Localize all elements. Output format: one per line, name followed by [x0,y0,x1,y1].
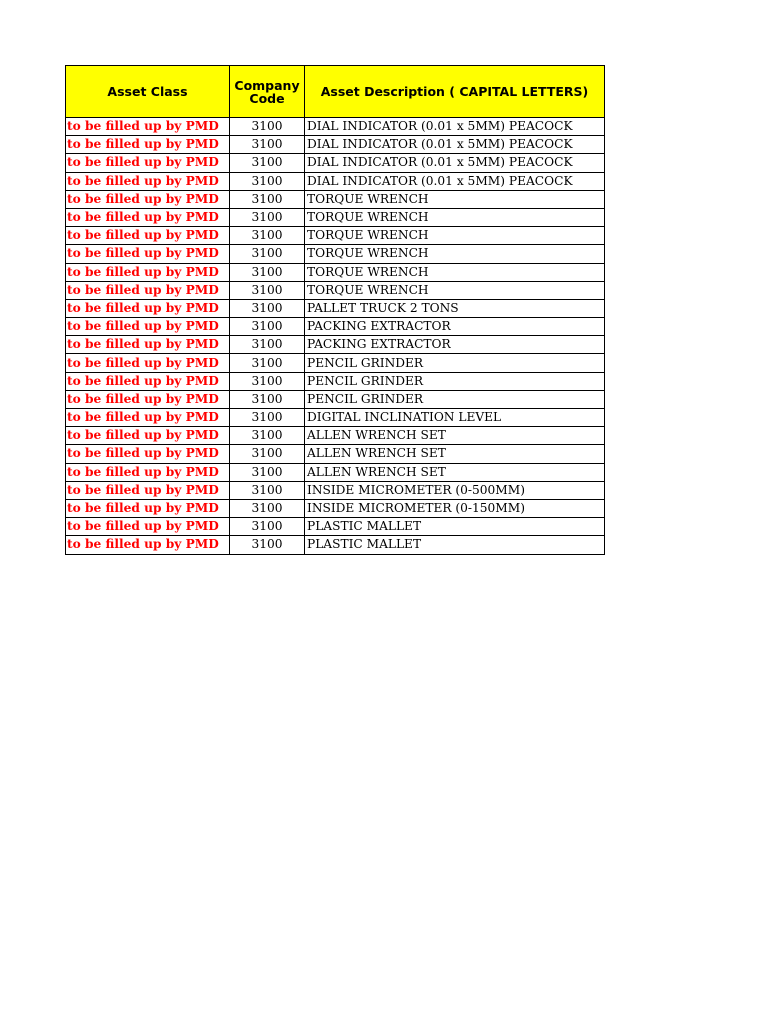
header-row [66,66,605,118]
company-code-cell[interactable]: 3100 [230,208,305,226]
asset-description-cell[interactable]: PLASTIC MALLET [305,518,605,536]
asset-description-cell[interactable]: DIAL INDICATOR (0.01 x 5MM) PEACOCK [305,136,605,154]
header-company-code-line1: Company [234,77,300,93]
asset-class-cell[interactable]: to be filled up by PMD [66,354,230,372]
company-code-cell[interactable]: 3100 [230,463,305,481]
table-row [66,336,605,354]
header-company-code [230,66,305,118]
asset-description-cell[interactable]: PALLET TRUCK 2 TONS [305,299,605,317]
company-code-cell[interactable]: 3100 [230,499,305,517]
table-row [66,227,605,245]
table-header [66,66,605,118]
table-row [66,263,605,281]
company-code-cell[interactable]: 3100 [230,518,305,536]
company-code-cell[interactable]: 3100 [230,445,305,463]
company-code-cell[interactable]: 3100 [230,536,305,554]
table-row [66,245,605,263]
header-asset-class: Asset Class [66,66,230,118]
table-row [66,372,605,390]
table-row [66,190,605,208]
table-body [66,118,605,555]
asset-table [65,65,605,555]
table-row [66,172,605,190]
asset-class-cell[interactable]: to be filled up by PMD [66,172,230,190]
company-code-cell[interactable]: 3100 [230,136,305,154]
asset-description-cell[interactable]: DIGITAL INCLINATION LEVEL [305,409,605,427]
table-row [66,354,605,372]
table-row [66,318,605,336]
company-code-cell[interactable]: 3100 [230,354,305,372]
asset-class-cell[interactable]: to be filled up by PMD [66,281,230,299]
company-code-cell[interactable]: 3100 [230,263,305,281]
asset-class-cell[interactable]: to be filled up by PMD [66,208,230,226]
asset-class-cell[interactable]: to be filled up by PMD [66,390,230,408]
asset-class-cell[interactable]: to be filled up by PMD [66,481,230,499]
company-code-cell[interactable]: 3100 [230,227,305,245]
table-row [66,481,605,499]
asset-class-cell[interactable]: to be filled up by PMD [66,136,230,154]
asset-description-cell[interactable]: DIAL INDICATOR (0.01 x 5MM) PEACOCK [305,154,605,172]
company-code-cell[interactable]: 3100 [230,409,305,427]
asset-description-cell[interactable]: ALLEN WRENCH SET [305,427,605,445]
asset-class-cell[interactable]: to be filled up by PMD [66,299,230,317]
company-code-cell[interactable]: 3100 [230,299,305,317]
asset-description-cell[interactable]: PENCIL GRINDER [305,354,605,372]
asset-description-cell[interactable]: PLASTIC MALLET [305,536,605,554]
asset-class-cell[interactable]: to be filled up by PMD [66,427,230,445]
asset-description-cell[interactable]: ALLEN WRENCH SET [305,445,605,463]
asset-class-cell[interactable]: to be filled up by PMD [66,227,230,245]
asset-class-cell[interactable]: to be filled up by PMD [66,445,230,463]
asset-description-cell[interactable]: DIAL INDICATOR (0.01 x 5MM) PEACOCK [305,172,605,190]
company-code-cell[interactable]: 3100 [230,190,305,208]
asset-class-cell[interactable]: to be filled up by PMD [66,372,230,390]
company-code-cell[interactable]: 3100 [230,172,305,190]
asset-class-cell[interactable]: to be filled up by PMD [66,318,230,336]
table-row [66,463,605,481]
header-asset-description: Asset Description ( CAPITAL LETTERS) [305,66,605,118]
company-code-cell[interactable]: 3100 [230,427,305,445]
asset-class-cell[interactable]: to be filled up by PMD [66,154,230,172]
table-row [66,136,605,154]
company-code-cell[interactable]: 3100 [230,281,305,299]
asset-class-cell[interactable]: to be filled up by PMD [66,263,230,281]
company-code-cell[interactable]: 3100 [230,245,305,263]
table-row [66,536,605,554]
table-row [66,390,605,408]
asset-class-cell[interactable]: to be filled up by PMD [66,499,230,517]
header-company-code-line2: Code [249,90,285,106]
asset-description-cell[interactable]: TORQUE WRENCH [305,227,605,245]
asset-class-cell[interactable]: to be filled up by PMD [66,536,230,554]
asset-class-cell[interactable]: to be filled up by PMD [66,336,230,354]
asset-description-cell[interactable]: TORQUE WRENCH [305,245,605,263]
asset-description-cell[interactable]: PENCIL GRINDER [305,372,605,390]
asset-class-cell[interactable]: to be filled up by PMD [66,245,230,263]
table-row [66,445,605,463]
asset-description-cell[interactable]: TORQUE WRENCH [305,263,605,281]
table-row [66,299,605,317]
company-code-cell[interactable]: 3100 [230,318,305,336]
asset-description-cell[interactable]: TORQUE WRENCH [305,190,605,208]
table-row [66,154,605,172]
asset-description-cell[interactable]: PENCIL GRINDER [305,390,605,408]
table-row [66,118,605,136]
asset-description-cell[interactable]: DIAL INDICATOR (0.01 x 5MM) PEACOCK [305,118,605,136]
asset-class-cell[interactable]: to be filled up by PMD [66,463,230,481]
table-row [66,499,605,517]
table-row [66,427,605,445]
asset-description-cell[interactable]: PACKING EXTRACTOR [305,318,605,336]
company-code-cell[interactable]: 3100 [230,481,305,499]
company-code-cell[interactable]: 3100 [230,336,305,354]
company-code-cell[interactable]: 3100 [230,390,305,408]
asset-description-cell[interactable]: TORQUE WRENCH [305,281,605,299]
asset-class-cell[interactable]: to be filled up by PMD [66,190,230,208]
asset-description-cell[interactable]: ALLEN WRENCH SET [305,463,605,481]
table-row [66,281,605,299]
asset-description-cell[interactable]: INSIDE MICROMETER (0-500MM) [305,481,605,499]
asset-description-cell[interactable]: PACKING EXTRACTOR [305,336,605,354]
company-code-cell[interactable]: 3100 [230,372,305,390]
company-code-cell[interactable]: 3100 [230,154,305,172]
table-row [66,518,605,536]
asset-class-cell[interactable]: to be filled up by PMD [66,118,230,136]
asset-class-cell[interactable]: to be filled up by PMD [66,518,230,536]
company-code-cell[interactable]: 3100 [230,118,305,136]
asset-class-cell[interactable]: to be filled up by PMD [66,409,230,427]
table-row [66,208,605,226]
asset-description-cell[interactable]: INSIDE MICROMETER (0-150MM) [305,499,605,517]
asset-description-cell[interactable]: TORQUE WRENCH [305,208,605,226]
table-row [66,409,605,427]
